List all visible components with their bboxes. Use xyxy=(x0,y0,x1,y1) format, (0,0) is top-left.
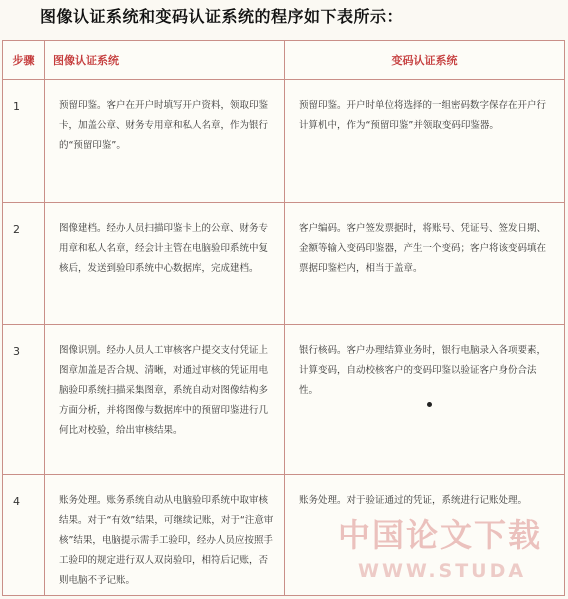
code-system-cell: 预留印鉴。开户时单位将选择的一组密码数字保存在开户行计算机中，作为“预留印鉴”并领取变码印鉴器。 xyxy=(285,80,565,203)
image-system-cell: 账务处理。账务系统自动从电脑验印系统中取审核结果。对于“有效”结果，可继续记账，对于“注意审核”结果，电脑提示需手工验印，经办人员应按照手工验印的规定进行双人双岗验印，相符后记账，否则电脑不予记账。 xyxy=(45,475,285,596)
watermark-chinese: 中国论文下载 xyxy=(338,516,543,554)
table-row xyxy=(3,80,565,203)
table-row xyxy=(3,325,565,475)
code-system-cell: 银行核码。客户办理结算业务时，银行电脑录入各项要素，计算变码，自动校核客户的变码印鉴以验证客户身份合法性。 xyxy=(285,325,565,475)
code-system-cell: 客户编码。客户签发票据时，将账号、凭证号、签发日期、金额等输入变码印鉴器，产生一个变码；客户将该变码填在票据印鉴栏内，相当于盖章。 xyxy=(285,203,565,325)
step-number: 2 xyxy=(3,203,45,325)
code-system-cell: 账务处理。对于验证通过的凭证，系统进行记账处理。 xyxy=(285,475,565,596)
image-system-cell: 图像建档。经办人员扫描印鉴卡上的公章、财务专用章和私人名章，经会计主管在电脑验印系统中复核后，发送到验印系统中心数据库，完成建档。 xyxy=(45,203,285,325)
step-number: 3 xyxy=(3,325,45,475)
page-title: 图像认证系统和变码认证系统的程序如下表所示： xyxy=(40,7,404,26)
image-system-cell: 预留印鉴。客户在开户时填写开户资料，领取印鉴卡，加盖公章、财务专用章和私人名章，作为银行的“预留印鉴”。 xyxy=(45,80,285,203)
header-step: 步骤 xyxy=(3,41,45,80)
header-code-system: 变码认证系统 xyxy=(285,41,565,80)
image-system-cell: 图像识别。经办人员人工审核客户提交支付凭证上图章加盖是否合规、清晰，对通过审核的凭证用电脑验印系统扫描采集图章，系统自动对图像结构多方面分析，并将图像与数据库中的预留印鉴进行几何比对校验，给出审核结果。 xyxy=(45,325,285,475)
header-image-system: 图像认证系统 xyxy=(45,41,285,80)
watermark-url: WWW.STUDA xyxy=(358,560,527,582)
step-number: 4 xyxy=(3,475,45,596)
ink-dot xyxy=(427,402,432,407)
table-header-row xyxy=(3,41,565,80)
table-row xyxy=(3,203,565,325)
step-number: 1 xyxy=(3,80,45,203)
